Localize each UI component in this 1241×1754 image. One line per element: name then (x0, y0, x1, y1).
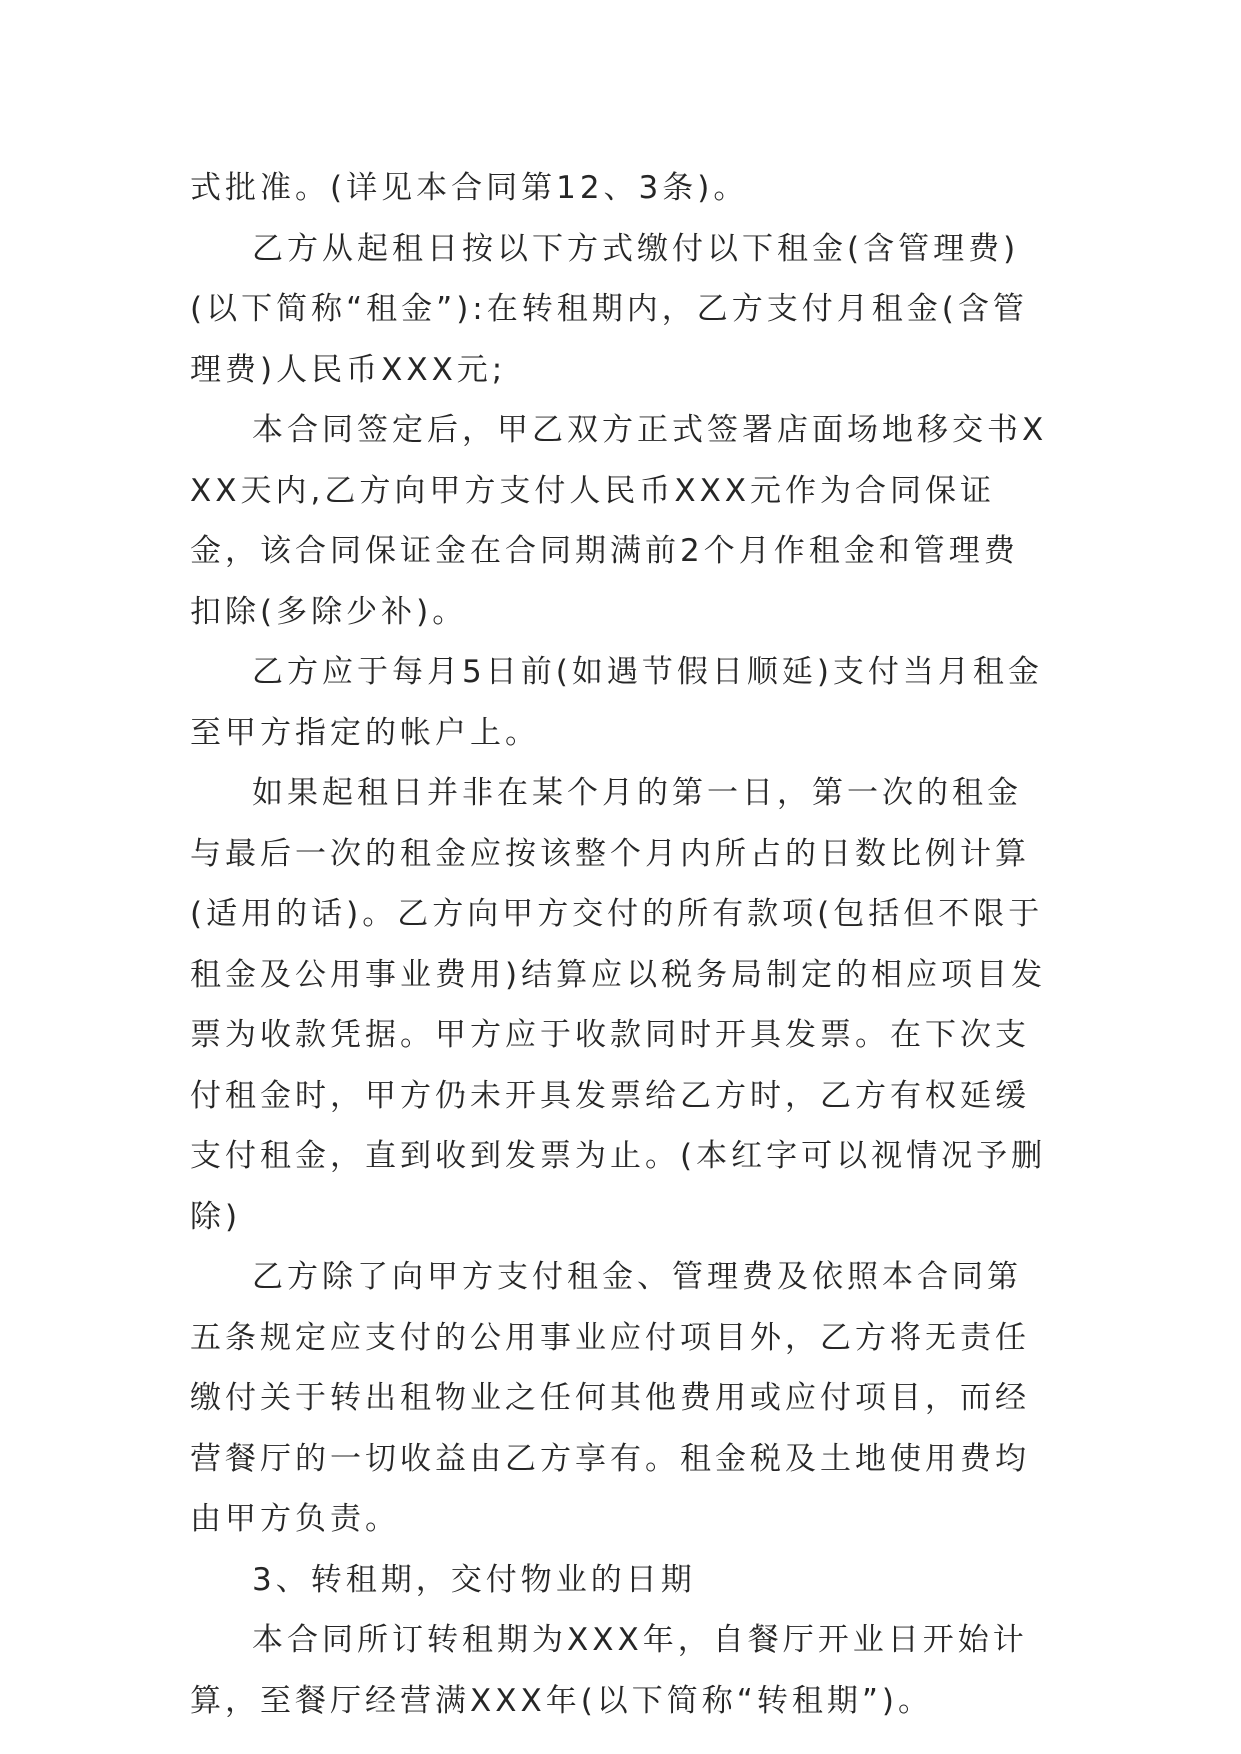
paragraph-approval-continuation: 式批准。(详见本合同第12、3条)。 (190, 170, 749, 206)
paragraph-prorated-rent-invoice: 如果起租日并非在某个月的第一日，第一次的租金与最后一次的租金应按该整个月内所占的日数比例计算(适用的话)。乙方向甲方交付的所有款项(包括但不限于租金及公用事业费用)结算应以税务局制定的相应项目发票为收款凭据。甲方应于收款同时开具发票。在下次支付租金时，甲方仍未开具发票给乙方时，乙方有权延缓支付租金，直到收到发票为止。(本红字可以视情况予删除) (190, 775, 1047, 1235)
document-body (190, 158, 1050, 1731)
paragraph-rent-payment-method: 乙方从起租日按以下方式缴付以下租金(含管理费)(以下简称“租金”):在转租期内，乙方支付月租金(含管理费)人民币XXX元; (190, 230, 1028, 388)
paragraph-monthly-due-date: 乙方应于每月5日前(如遇节假日顺延)支付当月租金至甲方指定的帐户上。 (190, 654, 1043, 751)
paragraph-other-fees: 乙方除了向甲方支付租金、管理费及依照本合同第五条规定应支付的公用事业应付项目外，乙方将无责任缴付关于转出租物业之任何其他费用或应付项目，而经营餐厅的一切收益由乙方享有。租金税及土地使用费均由甲方负责。 (190, 1259, 1030, 1537)
paragraph-sublease-term: 本合同所订转租期为XXX年，自餐厅开业日开始计算，至餐厅经营满XXX年(以下简称“转租期”)。 (190, 1622, 1028, 1719)
section-heading-sublease-term: 3、转租期，交付物业的日期 (252, 1561, 696, 1598)
paragraph-deposit: 本合同签定后，甲乙双方正式签署店面场地移交书XXX天内,乙方向甲方支付人民币XXX元作为合同保证金，该合同保证金在合同期满前2个月作租金和管理费扣除(多除少补)。 (190, 412, 1048, 630)
